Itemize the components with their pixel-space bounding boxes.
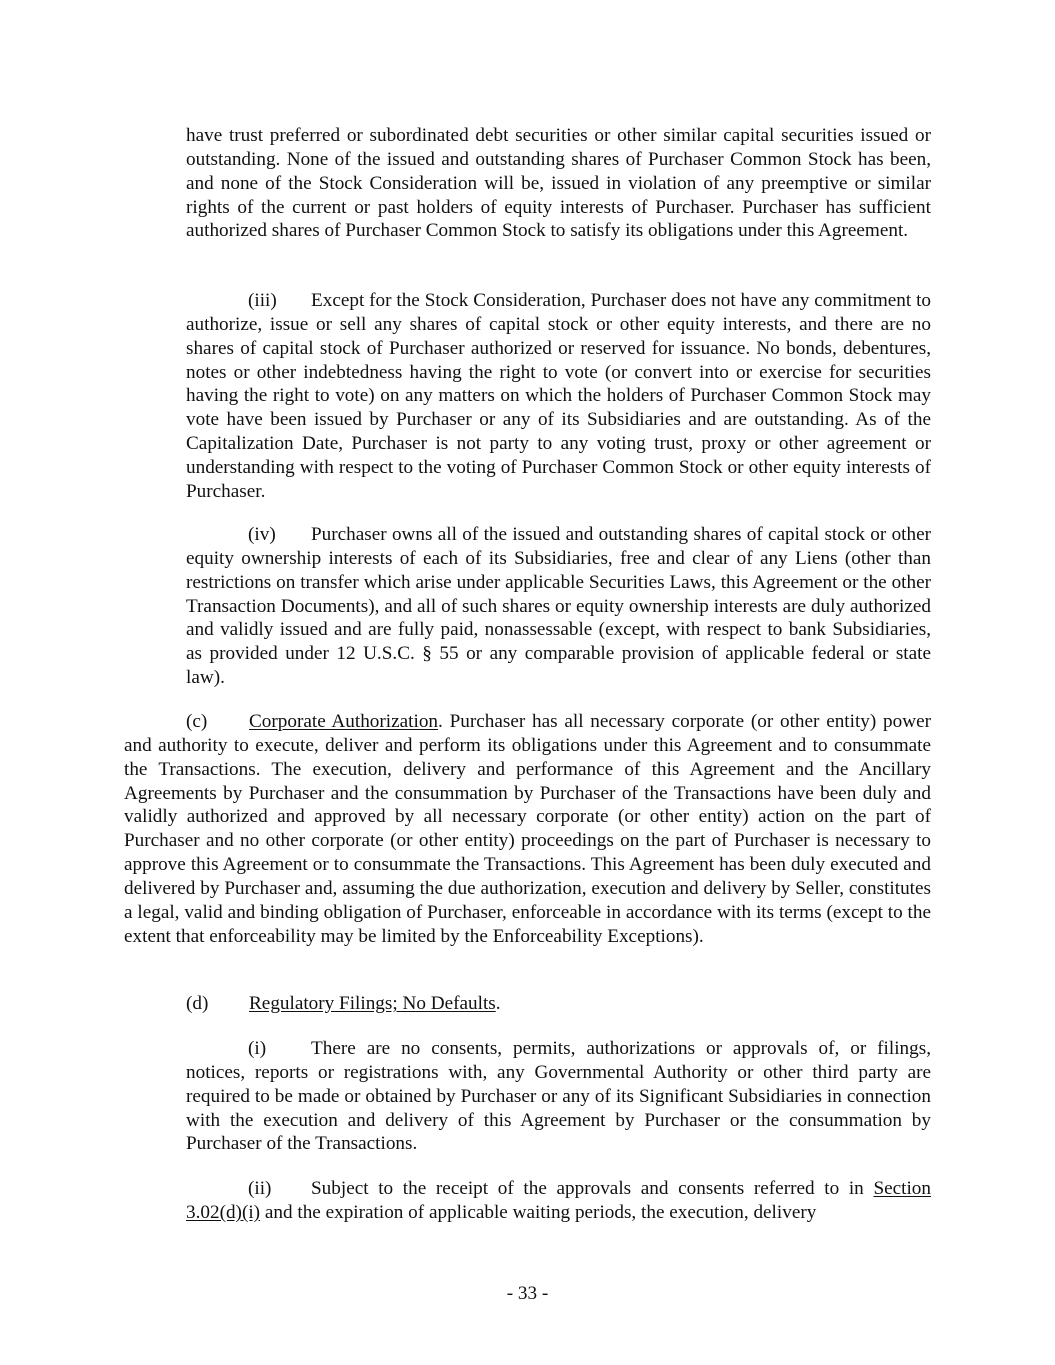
paragraph-c [124,710,931,948]
clause-number: (ii) [248,1178,272,1199]
paragraph-text: Purchaser owns all of the issued and outstanding shares of capital stock or other equity ownership interests of each of its Subsidiaries, free and clear of any Liens (other than restrictions on transfer which arise under applicable Securities Laws, this Agreement or the other Transaction Documents), and all of such shares or equity ownership interests are duly authorized and validly issued and are fully paid, nonassessable (except, with respect to bank Subsidiaries, as provided under 12 U.S.C. § 55 or any comparable provision of applicable federal or state law). [186,524,931,689]
heading-suffix: . [495,993,501,1014]
indent-spacer [124,711,186,732]
indent-spacer [186,290,248,311]
section-cross-reference-link[interactable]: Section 3.02(d)(i) [186,1178,931,1223]
clause-number: (c) [186,711,208,732]
page-number: - 33 - [506,1283,549,1304]
section-heading: Corporate Authorization [249,711,439,732]
clause-number: (i) [248,1038,267,1059]
paragraph-text: have trust preferred or subordinated debt securities or other similar capital securities issued or outstanding. None of the issued and outstanding shares of Purchaser Common Stock has been, and none of the Stock Consideration will be, issued in violation of any preemptive or similar rights of the current or past holders of equity interests of Purchaser. Purchaser has sufficient authorized shares of Purchaser Common Stock to satisfy its obligations under this Agreement. [186,125,931,242]
paragraph-text: Purchaser has all necessary corporate (or other entity) power and authority to execute, deliver and perform its obligations under this Agreement and to consummate the Transactions. The execution, delivery and performance of this Agreement and the Ancillary Agreements by Purchaser and the consummation by Purchaser of the Transactions have been duly and validly authorized and approved by all necessary corporate (or other entity) action on the part of Purchaser and no other corporate (or other entity) proceedings on the part of Purchaser is necessary to approve this Agreement or to consummate the Transactions. This Agreement has been duly executed and delivered by Purchaser and, assuming the due authorization, execution and delivery by Seller, constitutes a legal, valid and binding obligation of Purchaser, enforceable in accordance with its terms (except to the extent that enforceability may be limited by the Enforceability Exceptions). [124,711,932,947]
heading-suffix: . [438,711,443,732]
paragraph-text: and the expiration of applicable waiting periods, the execution, delivery [260,1201,817,1223]
indent-spacer [186,1038,248,1059]
clause-number: (d) [186,993,209,1014]
paragraph-d-i [186,1037,931,1156]
paragraph-text: Subject to the receipt of the approvals and consents referred to in [311,1178,874,1199]
indent-spacer [186,524,248,545]
clause-number: (iv) [248,524,276,545]
indent-spacer [186,1178,248,1199]
paragraph-text: Except for the Stock Consideration, Purchaser does not have any commitment to authorize, issue or sell any shares of capital stock or other equity interests, and there are no shares of capital stock of Purchaser authorized or reserved for issuance. No bonds, debentures, notes or other indebtedness having the right to vote (or convert into or exercise for securities having the right to vote) on any matters on which the holders of Purchaser Common Stock may vote have been issued by Purchaser or any of its Subsidiaries and are outstanding. As of the Capitalization Date, Purchaser is not party to any voting trust, proxy or other agreement or understanding with respect to the voting of Purchaser Common Stock or other equity interests of Purchaser. [186,290,931,502]
paragraph-continuation [186,124,931,243]
paragraph-d-ii [186,1177,931,1225]
paragraph-text: There are no consents, permits, authorizations or approvals of, or filings, notices, reports or registrations with, any Governmental Authority or other third party are required to be made or obtained by Purchaser or any of its Significant Subsidiaries in connection with the execution and delivery of this Agreement by Purchaser or the consummation by Purchaser of the Transactions. [186,1038,931,1155]
paragraph-iv [186,523,931,690]
section-heading: Regulatory Filings; No Defaults [249,993,496,1014]
paragraph-iii [186,289,931,504]
paragraph-d [186,992,931,1016]
clause-number: (iii) [248,290,277,311]
